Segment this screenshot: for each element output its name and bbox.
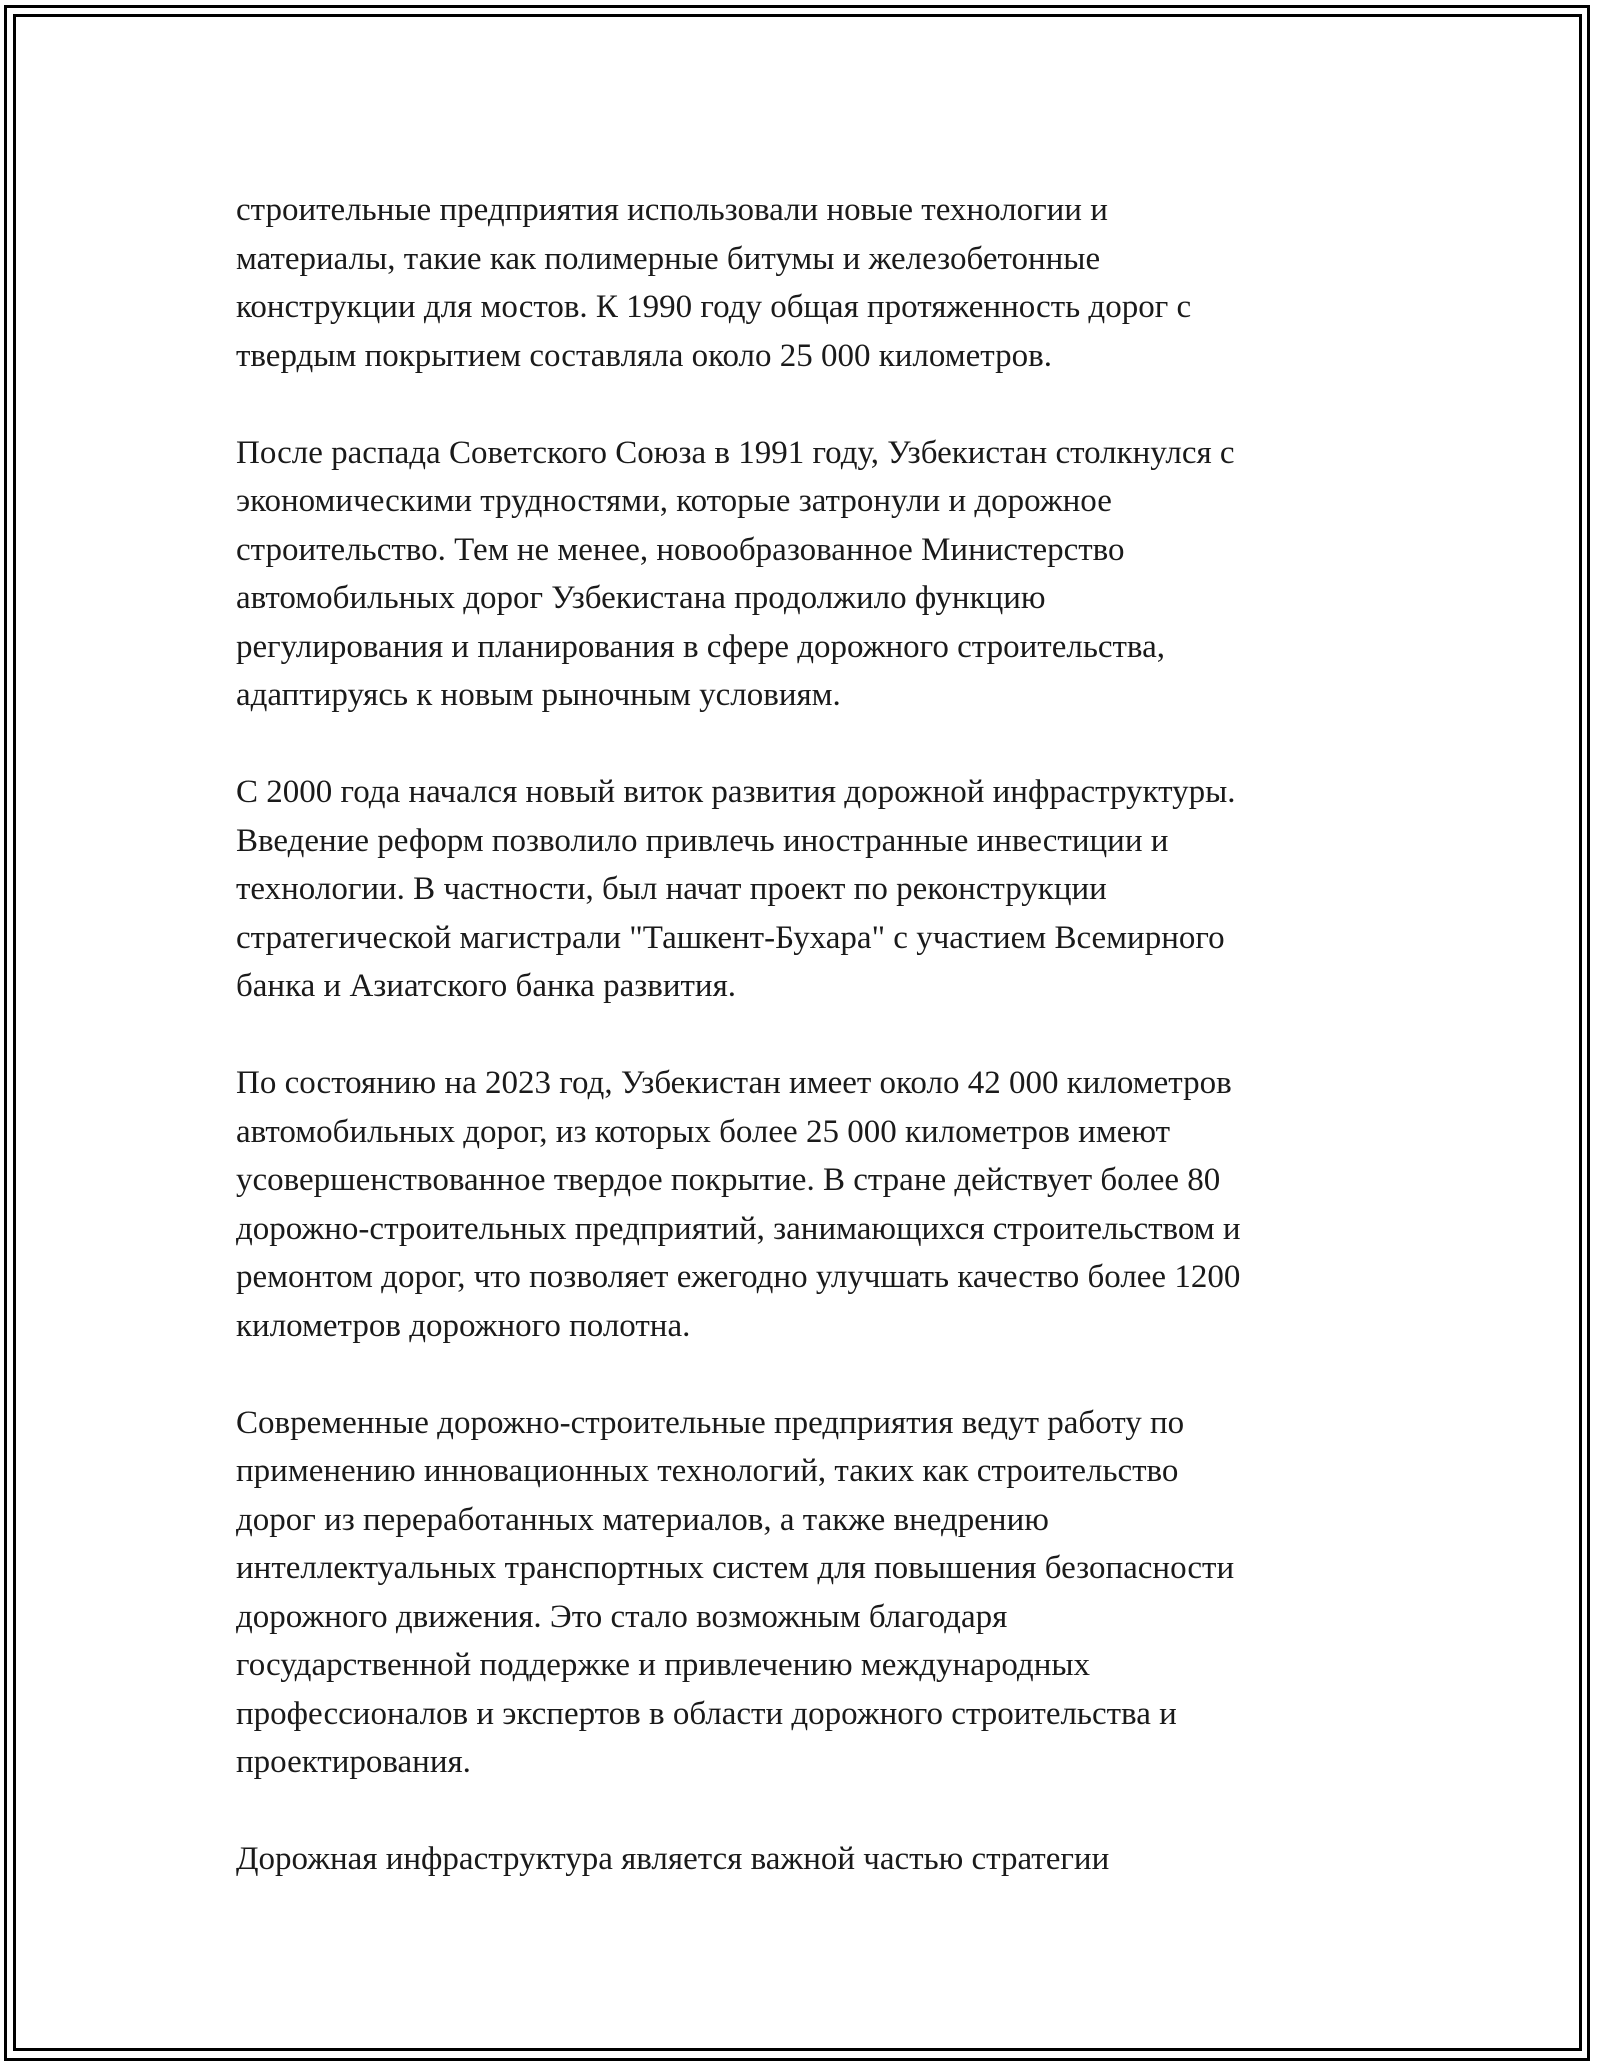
- document-body: [236, 186, 1396, 1884]
- paragraph-2: После распада Советского Союза в 1991 году, Узбекистан столкнулся с экономическими трудностями, которые затронули и дорожное строительство. Тем не менее, новообразованное Министерство автомобильных дорог Узбекистана продолжило функцию регулирования и планирования в сфере дорожного строительства, адаптируясь к новым рыночным условиям.: [236, 434, 1235, 713]
- paragraph-1: строительные предприятия использовали новые технологии и материалы, такие как полимерные битумы и железобетонные конструкции для мостов. К 1990 году общая протяженность дорог с твердым покрытием составляла около 25 000 километров.: [236, 192, 1192, 374]
- paragraph-gap: [236, 720, 1396, 769]
- paragraph-3: С 2000 года начался новый виток развития дорожной инфраструктуры. Введение реформ позволило привлечь иностранные инвестиции и технологии. В частности, был начат проект по реконструкции стратегической магистрали "Ташкент-Бухара" с участием Всемирного банка и Азиатского банка развития.: [236, 774, 1236, 1004]
- paragraph-5: Современные дорожно-строительные предприятия ведут работу по применению инновационных технологий, таких как строительство дорог из переработанных материалов, а также внедрению интеллектуальных транспортных систем для повышения безопасности дорожного движения. Это стало возможным благодаря государственной поддержке и привлечению международных профессионалов и экспертов в области дорожного строительства и проектирования.: [236, 1404, 1235, 1780]
- paragraph-gap: [236, 1350, 1396, 1399]
- paragraph-4: По состоянию на 2023 год, Узбекистан имеет около 42 000 километров автомобильных дорог, из которых более 25 000 километров имеют усовершенствованное твердое покрытие. В стране действует более 80 дорожно-строительных предприятий, занимающихся строительством и ремонтом дорог, что позволяет ежегодно улучшать качество более 1200 километров дорожного полотна.: [236, 1065, 1241, 1344]
- paragraph-6: Дорожная инфраструктура является важной частью стратегии: [236, 1841, 1110, 1877]
- paragraph-gap: [236, 1787, 1396, 1836]
- paragraph-gap: [236, 1011, 1396, 1060]
- paragraph-gap: [236, 380, 1396, 429]
